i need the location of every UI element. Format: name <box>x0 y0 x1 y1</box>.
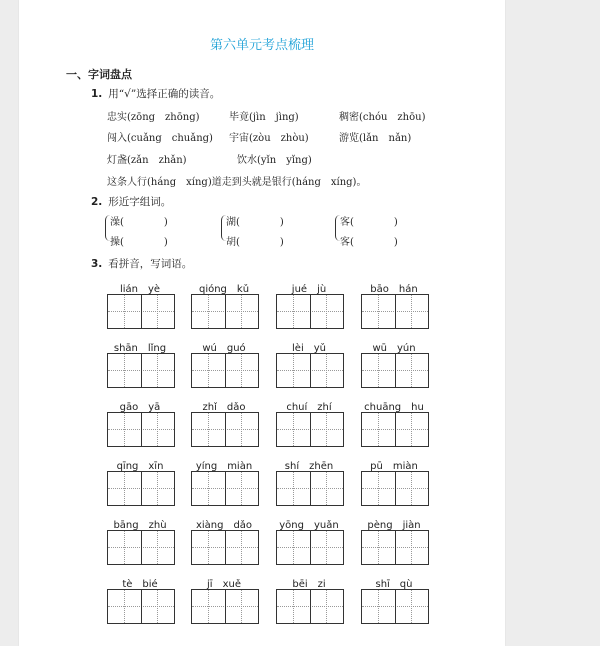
writing-boxes[interactable] <box>276 589 344 624</box>
pinyin-label: qīng xīn <box>116 461 164 472</box>
question-2-number: 2. <box>91 196 103 208</box>
pinyin-label: yōng yuǎn <box>279 520 339 531</box>
writing-boxes[interactable] <box>361 412 429 447</box>
question-2-text: 形近字组词。 <box>108 196 172 208</box>
word-group-item[interactable]: 操( ) <box>110 237 168 248</box>
question-1-number: 1. <box>91 88 103 100</box>
pinyin-label: chuí zhí <box>286 402 332 413</box>
word-group-item[interactable]: 客( ) <box>340 217 398 228</box>
pinyin-label: wū yún <box>372 343 416 354</box>
word-group-item[interactable]: 客( ) <box>340 237 398 248</box>
question-1 <box>91 86 220 101</box>
pinyin-label: chuāng hu <box>364 402 424 413</box>
section-heading: 一、字词盘点 <box>66 68 132 81</box>
writing-boxes[interactable] <box>191 412 259 447</box>
pinyin-label: qióng kǔ <box>198 284 250 295</box>
pinyin-label: zhǐ dǎo <box>202 402 246 413</box>
writing-boxes[interactable] <box>361 353 429 388</box>
writing-boxes[interactable] <box>107 471 175 506</box>
writing-boxes[interactable] <box>276 353 344 388</box>
writing-boxes[interactable] <box>107 353 175 388</box>
pinyin-label: lèi yǔ <box>292 343 326 354</box>
writing-boxes[interactable] <box>361 294 429 329</box>
writing-boxes[interactable] <box>276 412 344 447</box>
worksheet-page <box>19 0 505 646</box>
pinyin-label: pū miàn <box>370 461 418 472</box>
pinyin-label: lián yè <box>119 284 161 295</box>
writing-boxes[interactable] <box>361 471 429 506</box>
question-2 <box>91 194 171 209</box>
pinyin-label: bāng zhù <box>113 520 167 531</box>
pinyin-label: gāo yā <box>119 402 161 413</box>
pinyin-label: bēi zi <box>292 579 326 590</box>
pinyin-label: shān lǐng <box>113 343 167 354</box>
writing-boxes[interactable] <box>191 294 259 329</box>
question-3-number: 3. <box>91 258 103 270</box>
question-3 <box>91 256 192 271</box>
pinyin-label: yíng miàn <box>195 461 253 472</box>
writing-boxes[interactable] <box>107 589 175 624</box>
writing-boxes[interactable] <box>107 530 175 565</box>
q1-item[interactable]: 灯盏(zǎn zhǎn) <box>107 155 187 166</box>
q1-item[interactable]: 游览(lǎn nǎn) <box>339 133 412 144</box>
writing-boxes[interactable] <box>191 353 259 388</box>
q1-item[interactable]: 毕竟(jìn jìng) <box>229 112 299 123</box>
writing-boxes[interactable] <box>191 471 259 506</box>
word-group-item[interactable]: 湖( ) <box>226 217 284 228</box>
pinyin-label: xiàng dǎo <box>195 520 253 531</box>
writing-boxes[interactable] <box>107 294 175 329</box>
pinyin-label: tè bié <box>122 579 158 590</box>
q1-item[interactable]: 饮水(yǐn yǐng) <box>237 155 312 166</box>
pinyin-label: shī qù <box>375 579 413 590</box>
pinyin-label: shí zhēn <box>284 461 334 472</box>
word-group-item[interactable]: 胡( ) <box>226 237 284 248</box>
page-title: 第六单元考点梳理 <box>209 38 314 53</box>
q1-item[interactable]: 闯入(cuǎng chuǎng) <box>107 133 213 144</box>
writing-boxes[interactable] <box>361 589 429 624</box>
writing-boxes[interactable] <box>191 589 259 624</box>
writing-boxes[interactable] <box>276 471 344 506</box>
pinyin-label: jī xuě <box>207 579 241 590</box>
writing-boxes[interactable] <box>361 530 429 565</box>
pinyin-label: bāo hán <box>370 284 418 295</box>
writing-boxes[interactable] <box>276 530 344 565</box>
q1-item[interactable]: 忠实(zōng zhōng) <box>107 112 200 123</box>
writing-boxes[interactable] <box>191 530 259 565</box>
pinyin-label: wú guó <box>202 343 246 354</box>
q1-item[interactable]: 稠密(chóu zhōu) <box>339 112 426 123</box>
question-1-text: 用“√”选择正确的读音。 <box>108 88 221 100</box>
word-group-item[interactable]: 澡( ) <box>110 217 168 228</box>
question-3-text: 看拼音，写词语。 <box>108 258 193 270</box>
writing-boxes[interactable] <box>107 412 175 447</box>
writing-boxes[interactable] <box>276 294 344 329</box>
pinyin-label: jué jù <box>291 284 327 295</box>
pinyin-label: pèng jiàn <box>367 520 421 531</box>
q1-item[interactable]: 宇宙(zòu zhòu) <box>229 133 309 144</box>
q1-sentence[interactable]: 这条人行(háng xíng)道走到头就是银行(háng xíng)。 <box>107 177 367 188</box>
